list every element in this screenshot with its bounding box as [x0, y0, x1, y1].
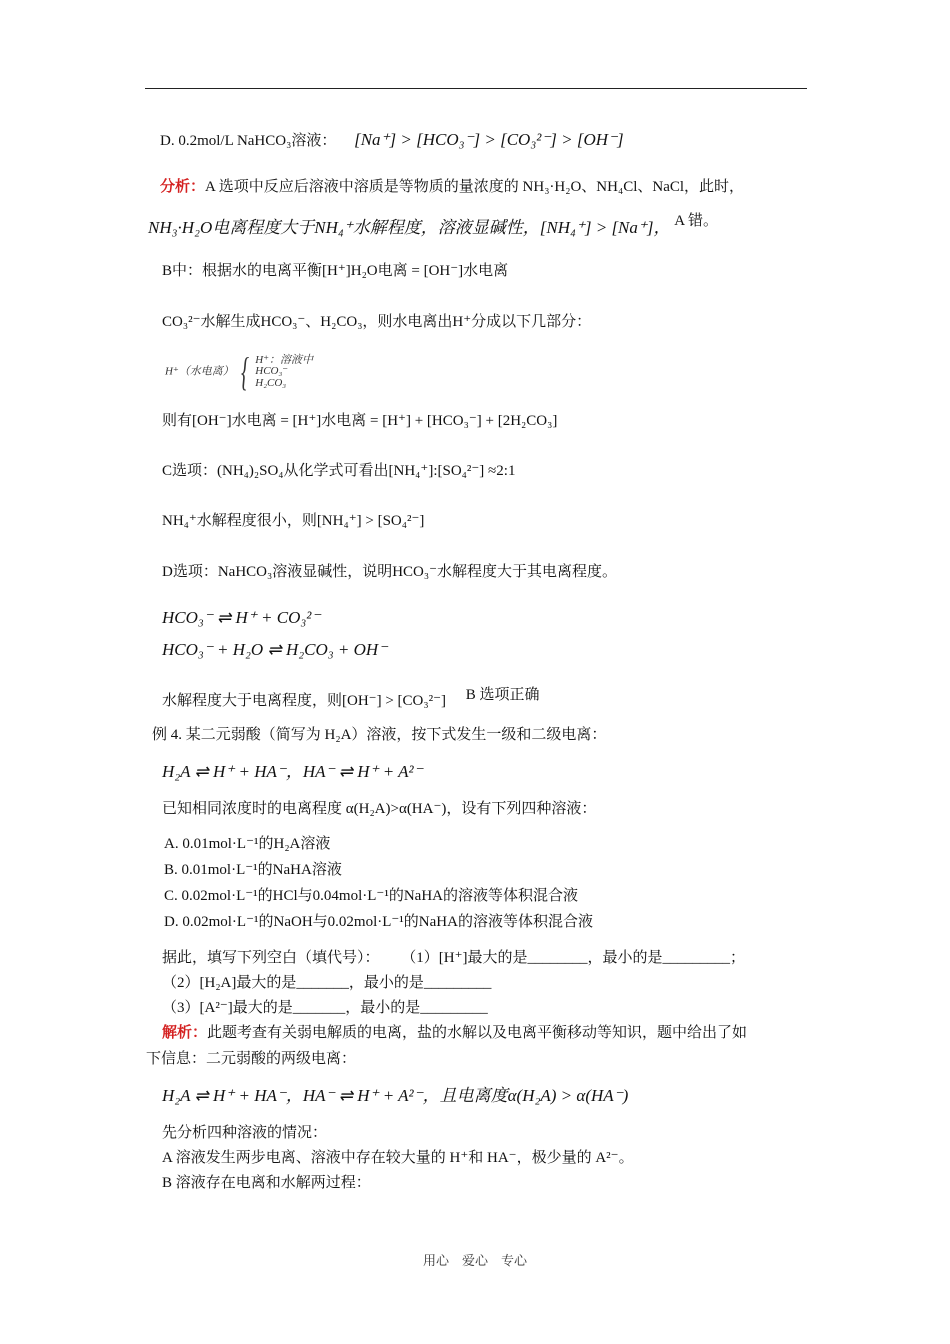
d-option-label: D. 0.2mol/L NaHCO₃溶液： — [160, 133, 337, 149]
known-line — [162, 800, 596, 818]
example-equation-text: H₂A ⇌ H⁺ + HA⁻，HA⁻ ⇌ H⁺ + A²⁻ — [162, 762, 423, 781]
c-line — [162, 462, 515, 480]
jiexi-line2 — [146, 1050, 356, 1068]
brace-diagram — [165, 349, 313, 394]
co3-line-text: CO₃²⁻水解生成HCO₃⁻、H₂CO₃，则水电离出H⁺分成以下几部分： — [162, 314, 592, 330]
d-line — [162, 563, 617, 581]
brace-item: HCO₃⁻ — [255, 365, 289, 378]
hydrolysis-line-text: 水解程度大于电离程度，则[OH⁻] > [CO₃²⁻] — [162, 693, 447, 709]
jiexi-text2: 下信息：二元弱酸的两级电离： — [146, 1051, 357, 1067]
brace-item: H⁺：溶液中 — [255, 353, 313, 366]
b-line — [162, 262, 508, 280]
c-line-text: C选项：(NH₄)₂SO₄从化学式可看出[NH₄⁺]:[SO₄²⁻] ≈2:1 — [162, 463, 516, 479]
jiexi-line — [162, 1024, 747, 1042]
known-text: 已知相同浓度时的电离程度 α(H₂A)>α(HA⁻)，设有下列四种溶液： — [162, 801, 597, 817]
jiexi-equation-text: H₂A ⇌ H⁺ + HA⁻，HA⁻ ⇌ H⁺ + A²⁻，且电离度α(H₂A) > α(HA⁻) — [162, 1086, 629, 1105]
option-d-text: D. 0.02mol·L⁻¹的NaOH与0.02mol·L⁻¹的NaHA的溶液等体积混合液 — [164, 914, 593, 930]
example-equation — [162, 762, 423, 782]
co3-line — [162, 313, 591, 331]
equation-1-text: HCO₃⁻ ⇌ H⁺ + CO₃²⁻ — [162, 608, 321, 627]
d-option-line — [160, 130, 624, 150]
example-4-text: 例 4. 某二元弱酸（简写为 H₂A）溶液，按下式发生一级和二级电离： — [152, 727, 607, 743]
question-3: （3）[A²⁻]最大的是_______，最小的是_________ — [162, 1000, 488, 1016]
a-solution-text: A 溶液发生两步电离、溶液中存在较大量的 H⁺和 HA⁻，极少量的 A²⁻。 — [162, 1150, 634, 1166]
first-analyze-text: 先分析四种溶液的情况： — [162, 1125, 328, 1141]
jiexi-label: 解析： — [162, 1025, 208, 1041]
hydrolysis-line — [162, 686, 540, 710]
analysis-label: 分析： — [160, 179, 206, 195]
jiexi-text: 此题考查有关弱电解质的电离，盐的水解以及电离平衡移动等知识，题中给出了如 — [207, 1025, 748, 1041]
question-1: （1）[H⁺]最大的是________，最小的是_________； — [401, 950, 746, 966]
b-solution-text: B 溶液存在电离和水解两过程： — [162, 1175, 371, 1191]
option-b — [164, 861, 342, 879]
question-line-2 — [162, 974, 491, 992]
option-b-text: B. 0.01mol·L⁻¹的NaHA溶液 — [164, 862, 342, 878]
brace-symbol: { — [240, 349, 249, 394]
analysis-line — [160, 178, 744, 196]
header-rule — [145, 88, 807, 89]
d-line-text: D选项：NaHCO₃溶液显碱性，说明HCO₃⁻水解程度大于其电离程度。 — [162, 564, 618, 580]
brace-item: H₂CO₃ — [255, 376, 287, 389]
equation-2 — [162, 640, 387, 660]
brace-left: H⁺（水电离） — [165, 365, 234, 378]
b-line-text: B中：根据水的电离平衡[H⁺]H₂O电离 = [OH⁻]水电离 — [162, 263, 509, 279]
analysis-text: A 选项中反应后溶液中溶质是等物质的量浓度的 NH₃·H₂O、NH₄Cl、NaCl，此时， — [205, 179, 745, 195]
question-intro: 据此，填写下列空白（填代号）： — [162, 950, 380, 966]
question-line-3 — [162, 999, 488, 1017]
then-line-text: 则有[OH⁻]水电离 = [H⁺]水电离 = [H⁺] + [HCO₃⁻] + [2H₂CO₃] — [162, 413, 558, 429]
nh4-line — [162, 512, 424, 530]
option-a-text: A. 0.01mol·L⁻¹的H₂A溶液 — [164, 836, 331, 852]
b-solution-line — [162, 1174, 371, 1192]
example-4-line — [152, 726, 606, 744]
nh4-line-text: NH₄⁺水解程度很小，则[NH₄⁺] > [SO₄²⁻] — [162, 513, 425, 529]
question-line-1 — [162, 949, 745, 967]
question-2: （2）[H₂A]最大的是_______，最小的是_________ — [162, 975, 492, 991]
d-option-formula: [Na⁺] > [HCO₃⁻] > [CO₃²⁻] > [OH⁻] — [354, 130, 624, 149]
analysis-line2-tail: A 错。 — [674, 213, 718, 229]
option-c — [164, 887, 578, 905]
option-c-text: C. 0.02mol·L⁻¹的HCl与0.04mol·L⁻¹的NaHA的溶液等体积混合液 — [164, 888, 578, 904]
equation-1 — [162, 608, 320, 628]
analysis-line2 — [148, 212, 718, 238]
jiexi-equation — [162, 1086, 628, 1106]
page-footer: 用心 爱心 专心 — [422, 1254, 527, 1269]
option-a — [164, 835, 330, 853]
a-solution-line — [162, 1149, 634, 1167]
first-analyze-line — [162, 1124, 327, 1142]
then-line — [162, 412, 557, 430]
equation-2-text: HCO₃⁻ + H₂O ⇌ H₂CO₃ + OH⁻ — [162, 640, 388, 659]
brace-items — [255, 355, 313, 390]
b-correct-text: B 选项正确 — [465, 687, 540, 703]
analysis-line2-text: NH₃·H₂O电离程度大于NH₄⁺水解程度，溶液显碱性，[NH₄⁺] > [Na⁺]， — [148, 218, 671, 237]
option-d — [164, 913, 593, 931]
